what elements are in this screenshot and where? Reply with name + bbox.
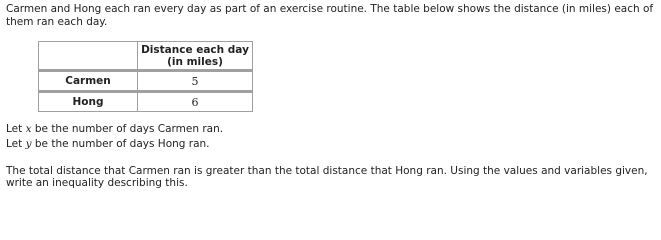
row-label-carmen: Carmen <box>39 71 138 92</box>
column-header-line-2: (in miles) <box>167 55 223 68</box>
problem-intro: Carmen and Hong each ran every day as part of an exercise routine. The table below shows the distance (in miles) each of them ran each day. <box>6 3 654 28</box>
variable-x: x <box>25 123 32 135</box>
definition-x-post: be the number of days Carmen ran. <box>31 123 224 135</box>
variable-y: y <box>25 138 32 150</box>
definition-y <box>6 138 210 151</box>
distance-value-hong: 6 <box>138 92 253 112</box>
distance-table <box>38 41 253 112</box>
definition-x-pre: Let <box>6 123 26 135</box>
table-header-row <box>39 42 253 71</box>
definition-x <box>6 123 223 136</box>
distance-value-carmen: 5 <box>138 71 253 92</box>
row-label-hong: Hong <box>39 92 138 112</box>
definition-y-post: be the number of days Hong ran. <box>31 138 210 150</box>
table-corner-cell <box>39 42 138 71</box>
column-header-distance <box>138 42 253 71</box>
definition-y-pre: Let <box>6 138 26 150</box>
column-header-line-1: Distance each day <box>141 43 249 56</box>
table-row <box>39 92 253 112</box>
question-text: The total distance that Carmen ran is greater than the total distance that Hong ran. Using the values and variables given, write an inequality describing this. <box>6 165 648 189</box>
table-row <box>39 71 253 92</box>
